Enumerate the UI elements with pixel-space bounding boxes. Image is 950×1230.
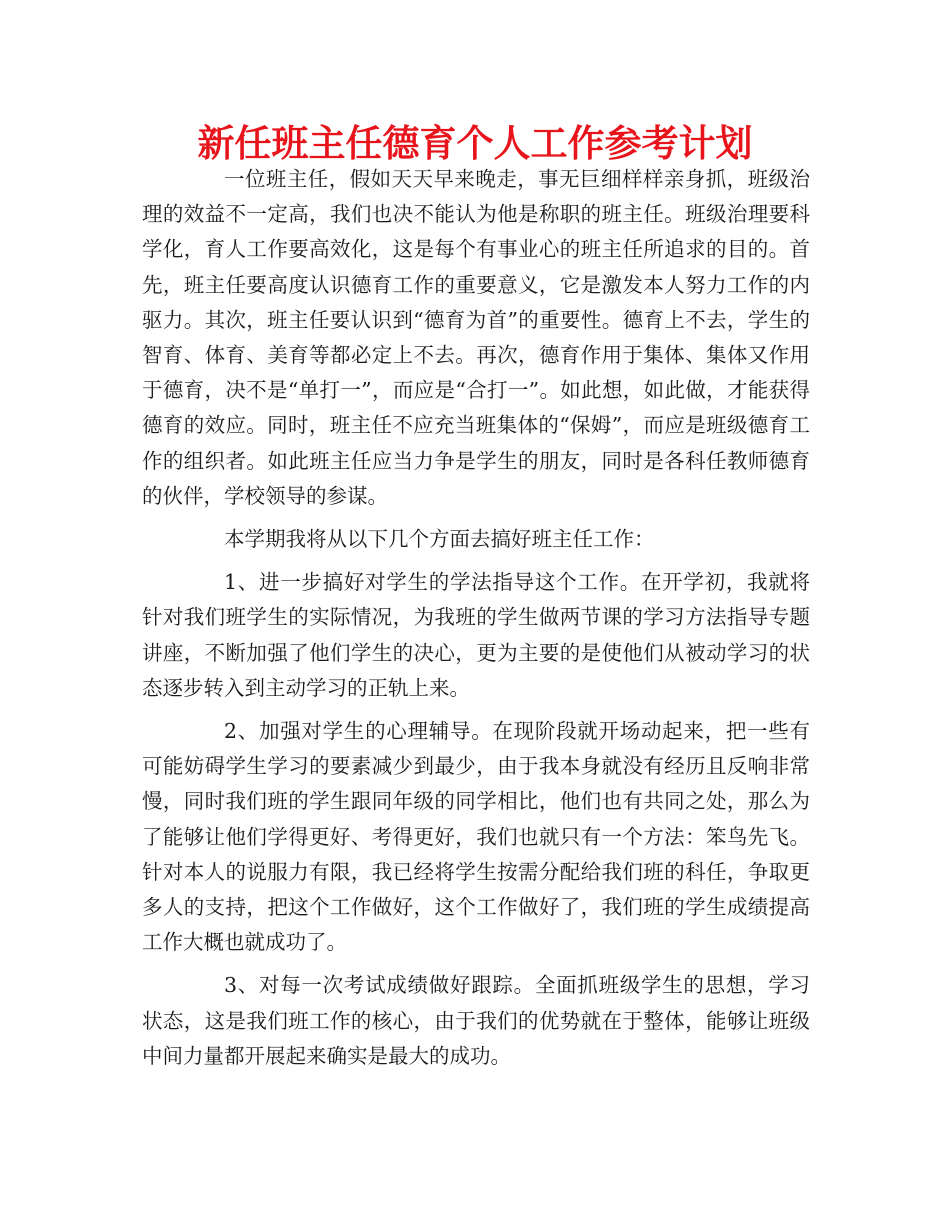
page-title: 新任班主任德育个人工作参考计划 (197, 122, 753, 165)
paragraph-item-2: 2、加强对学生的心理辅导。在现阶段就开场动起来，把一些有可能妨碍学生学习的要素减少到最少，由于我本身就没有经历且反响非常慢，同时我们班的学生跟同年级的同学相比，他们也有共同之处，那么为了能够让他们学得更好、考得更好，我们也就只有一个方法：笨鸟先飞。针对本人的说服力有限，我已经将学生按需分配给我们班的科任，争取更多人的支持，把这个工作做好，这个工作做好了，我们班的学生成绩提高工作大概也就成功了。 (142, 719, 810, 955)
paragraph-item-1: 1、进一步搞好对学生的学法指导这个工作。在开学初，我就将针对我们班学生的实际情况，为我班的学生做两节课的学习方法指导专题讲座，不断加强了他们学生的决心，更为主要的是使他们从被动学习的状态逐步转入到主动学习的正轨上来。 (142, 570, 810, 700)
paragraph-item-3: 3、对每一次考试成绩做好跟踪。全面抓班级学生的思想，学习状态，这是我们班工作的核心，由于我们的优势就在于整体，能够让班级中间力量都开展起来确实是最大的成功。 (142, 973, 810, 1068)
document-body (142, 162, 810, 1074)
paragraph-plan-lead: 本学期我将从以下几个方面去搞好班主任工作： (224, 527, 655, 552)
paragraph-intro: 一位班主任，假如天天早来晚走，事无巨细样样亲身抓，班级治理的效益不一定高，我们也决不能认为他是称职的班主任。班级治理要科学化，育人工作要高效化，这是每个有事业心的班主任所追求的目的。首先，班主任要高度认识德育工作的重要意义，它是激发本人努力工作的内驱力。其次，班主任要认识到“德育为首”的重要性。德育上不去，学生的智育、体育、美育等都必定上不去。再次，德育作用于集体、集体又作用于德育，决不是“单打一”，而应是“合打一”。如此想，如此做，才能获得德育的效应。同时，班主任不应充当班集体的“保姆”，而应是班级德育工作的组织者。如此班主任应当力争是学生的朋友，同时是各科任教师德育的伙伴，学校领导的参谋。 (142, 167, 810, 508)
